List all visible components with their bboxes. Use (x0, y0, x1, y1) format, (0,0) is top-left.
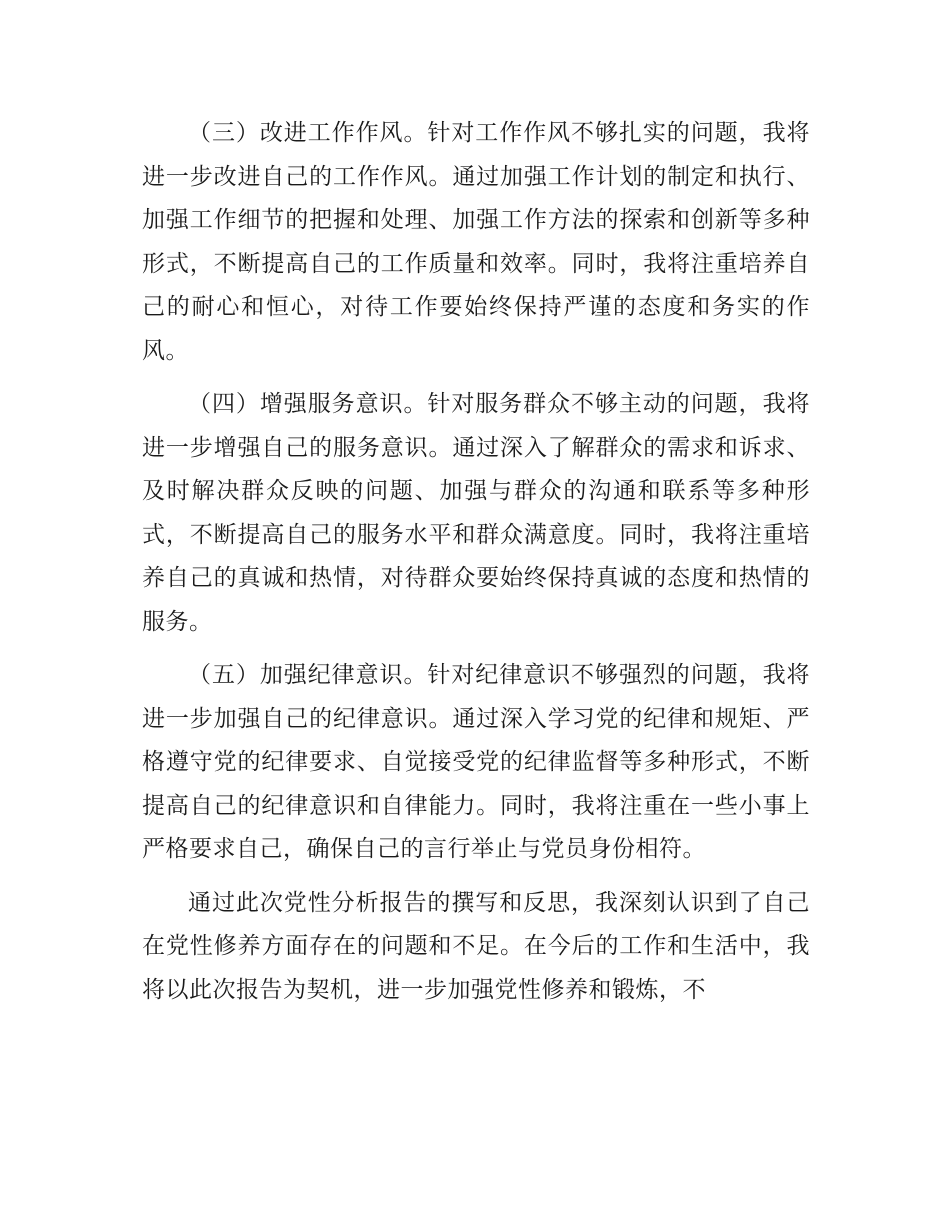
paragraph-heading: （三）改进工作作风。 (188, 120, 428, 146)
paragraph-text: 通过此次党性分析报告的撰写和反思，我深刻认识到了自己在党性修养方面存在的问题和不足。在今后的工作和生活中，我将以此次报告为契机，进一步加强党性修养和锻炼，不 (142, 889, 810, 1003)
paragraph-service-awareness (142, 383, 810, 644)
paragraph-heading: （五）加强纪律意识。 (188, 662, 428, 688)
paragraph-text: 针对服务群众不够主动的问题，我将进一步增强自己的服务意识。通过深入了解群众的需求和诉求、及时解决群众反映的问题、加强与群众的沟通和联系等多种形式，不断提高自己的服务水平和群众满意度。同时，我将注重培养自己的真诚和热情，对待群众要始终保持真诚的态度和热情的服务。 (142, 391, 811, 635)
document-body (142, 112, 810, 1022)
paragraph-text: 针对工作作风不够扎实的问题，我将进一步改进自己的工作作风。通过加强工作计划的制定和执行、加强工作细节的把握和处理、加强工作方法的探索和创新等多种形式，不断提高自己的工作质量和效率。同时，我将注重培养自己的耐心和恒心，对待工作要始终保持严谨的态度和务实的作风。 (142, 120, 811, 364)
paragraph-heading: （四）增强服务意识。 (188, 391, 428, 417)
paragraph-improve-work-style (142, 112, 810, 373)
paragraph-text: 针对纪律意识不够强烈的问题，我将进一步加强自己的纪律意识。通过深入学习党的纪律和规矩、严格遵守党的纪律要求、自觉接受党的纪律监督等多种形式，不断提高自己的纪律意识和自律能力。同时，我将注重在一些小事上严格要求自己，确保自己的言行举止与党员身份相符。 (142, 662, 811, 862)
paragraph-discipline-awareness (142, 654, 810, 872)
paragraph-conclusion (142, 882, 810, 1013)
